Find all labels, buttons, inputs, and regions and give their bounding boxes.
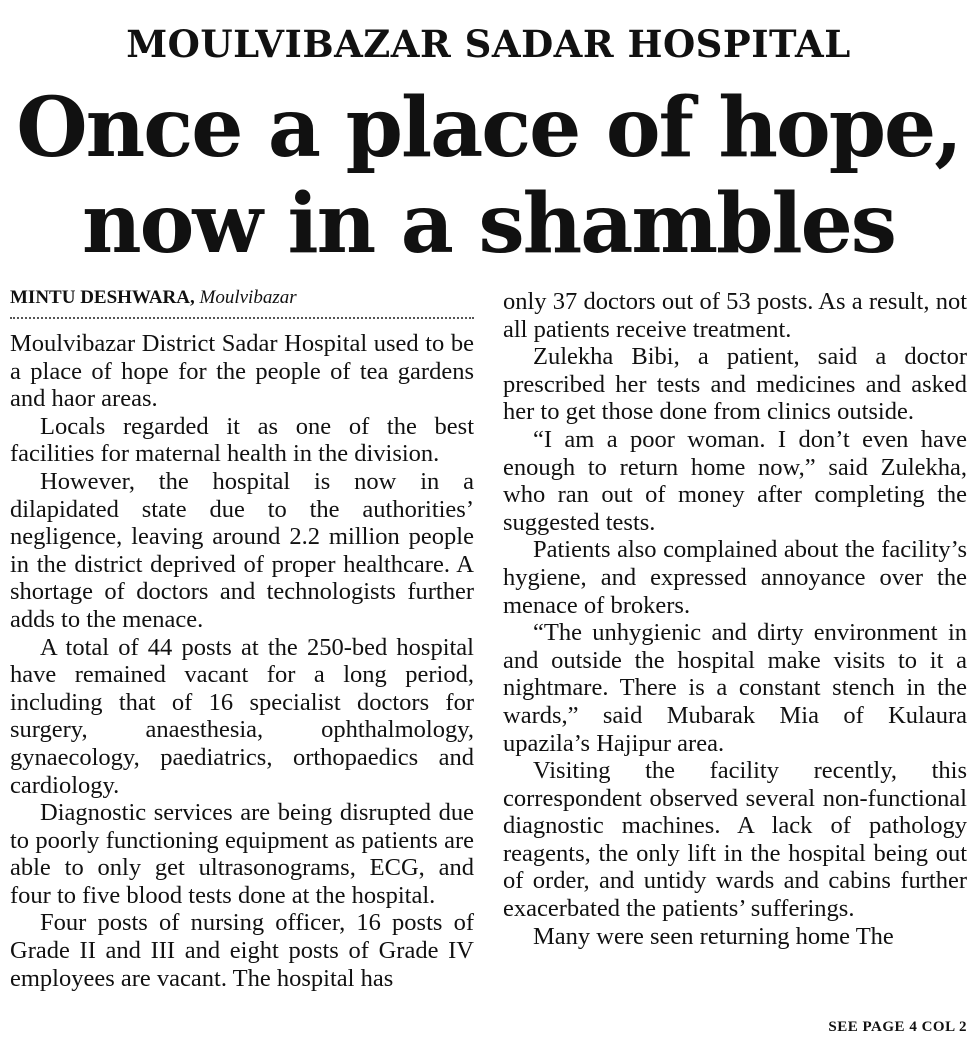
byline	[10, 286, 474, 319]
paragraph: Patients also complained about the facility’s hygiene, and expressed annoyance over the menace of brokers.	[503, 536, 967, 619]
paragraph: Moulvibazar District Sadar Hospital used to be a place of hope for the people of tea gardens and haor areas.	[10, 330, 474, 413]
paragraph: Diagnostic services are being disrupted due to poorly functioning equipment as patients are able to only get ultrasonograms, ECG, and four to five blood tests done at the hospital.	[10, 799, 474, 909]
paragraph: only 37 doctors out of 53 posts. As a result, not all patients receive treatment.	[503, 288, 967, 343]
paragraph: Many were seen returning home The	[533, 922, 894, 950]
continued-jump-line: SEE PAGE 4 COL 2	[828, 1019, 967, 1035]
paragraph: Locals regarded it as one of the best facilities for maternal health in the division.	[10, 412, 474, 468]
paragraph: “The unhygienic and dirty environment in and outside the hospital make visits to it a nightmare. There is a constant stench in the wards,” said Mubarak Mia of Kulaura upazila’s Hajipur area.	[503, 619, 967, 757]
paragraph: “I am a poor woman. I don’t even have enough to return home now,” said Zulekha, who ran out of money after completing the suggested tests.	[503, 425, 967, 536]
paragraph: A total of 44 posts at the 250-bed hospital have remained vacant for a long period, including that of 16 specialist doctors for surgery, anaesthesia, ophthalmology, gynaecology, paediatrics, orthopaedics and cardiology.	[10, 633, 474, 799]
byline-author: MINTU DESHWARA,	[10, 287, 195, 308]
right-column	[503, 288, 967, 950]
headline-line-2: now in a shambles	[82, 176, 895, 272]
paragraph: Zulekha Bibi, a patient, said a doctor prescribed her tests and medicines and asked her to get those done from clinics outside.	[503, 343, 967, 426]
headline	[0, 80, 977, 272]
paragraph: Visiting the facility recently, this correspondent observed several non-functional diagnostic machines. A lack of pathology reagents, the only lift in the hospital being out of order, and untidy wards and cabins further exacerbated the patients’ sufferings.	[503, 757, 967, 923]
headline-line-1: Once a place of hope,	[16, 80, 961, 176]
byline-place: Moulvibazar	[199, 287, 297, 308]
paragraph: However, the hospital is now in a dilapidated state due to the authorities’ negligence, leaving around 2.2 million people in the district deprived of proper healthcare. A shortage of doctors and technologists further adds to the menace.	[10, 467, 474, 633]
kicker: MOULVIBAZAR SADAR HOSPITAL	[126, 22, 851, 66]
left-column	[10, 286, 474, 992]
paragraph: Four posts of nursing officer, 16 posts of Grade II and III and eight posts of Grade IV employees are vacant. The hospital has	[10, 909, 474, 992]
